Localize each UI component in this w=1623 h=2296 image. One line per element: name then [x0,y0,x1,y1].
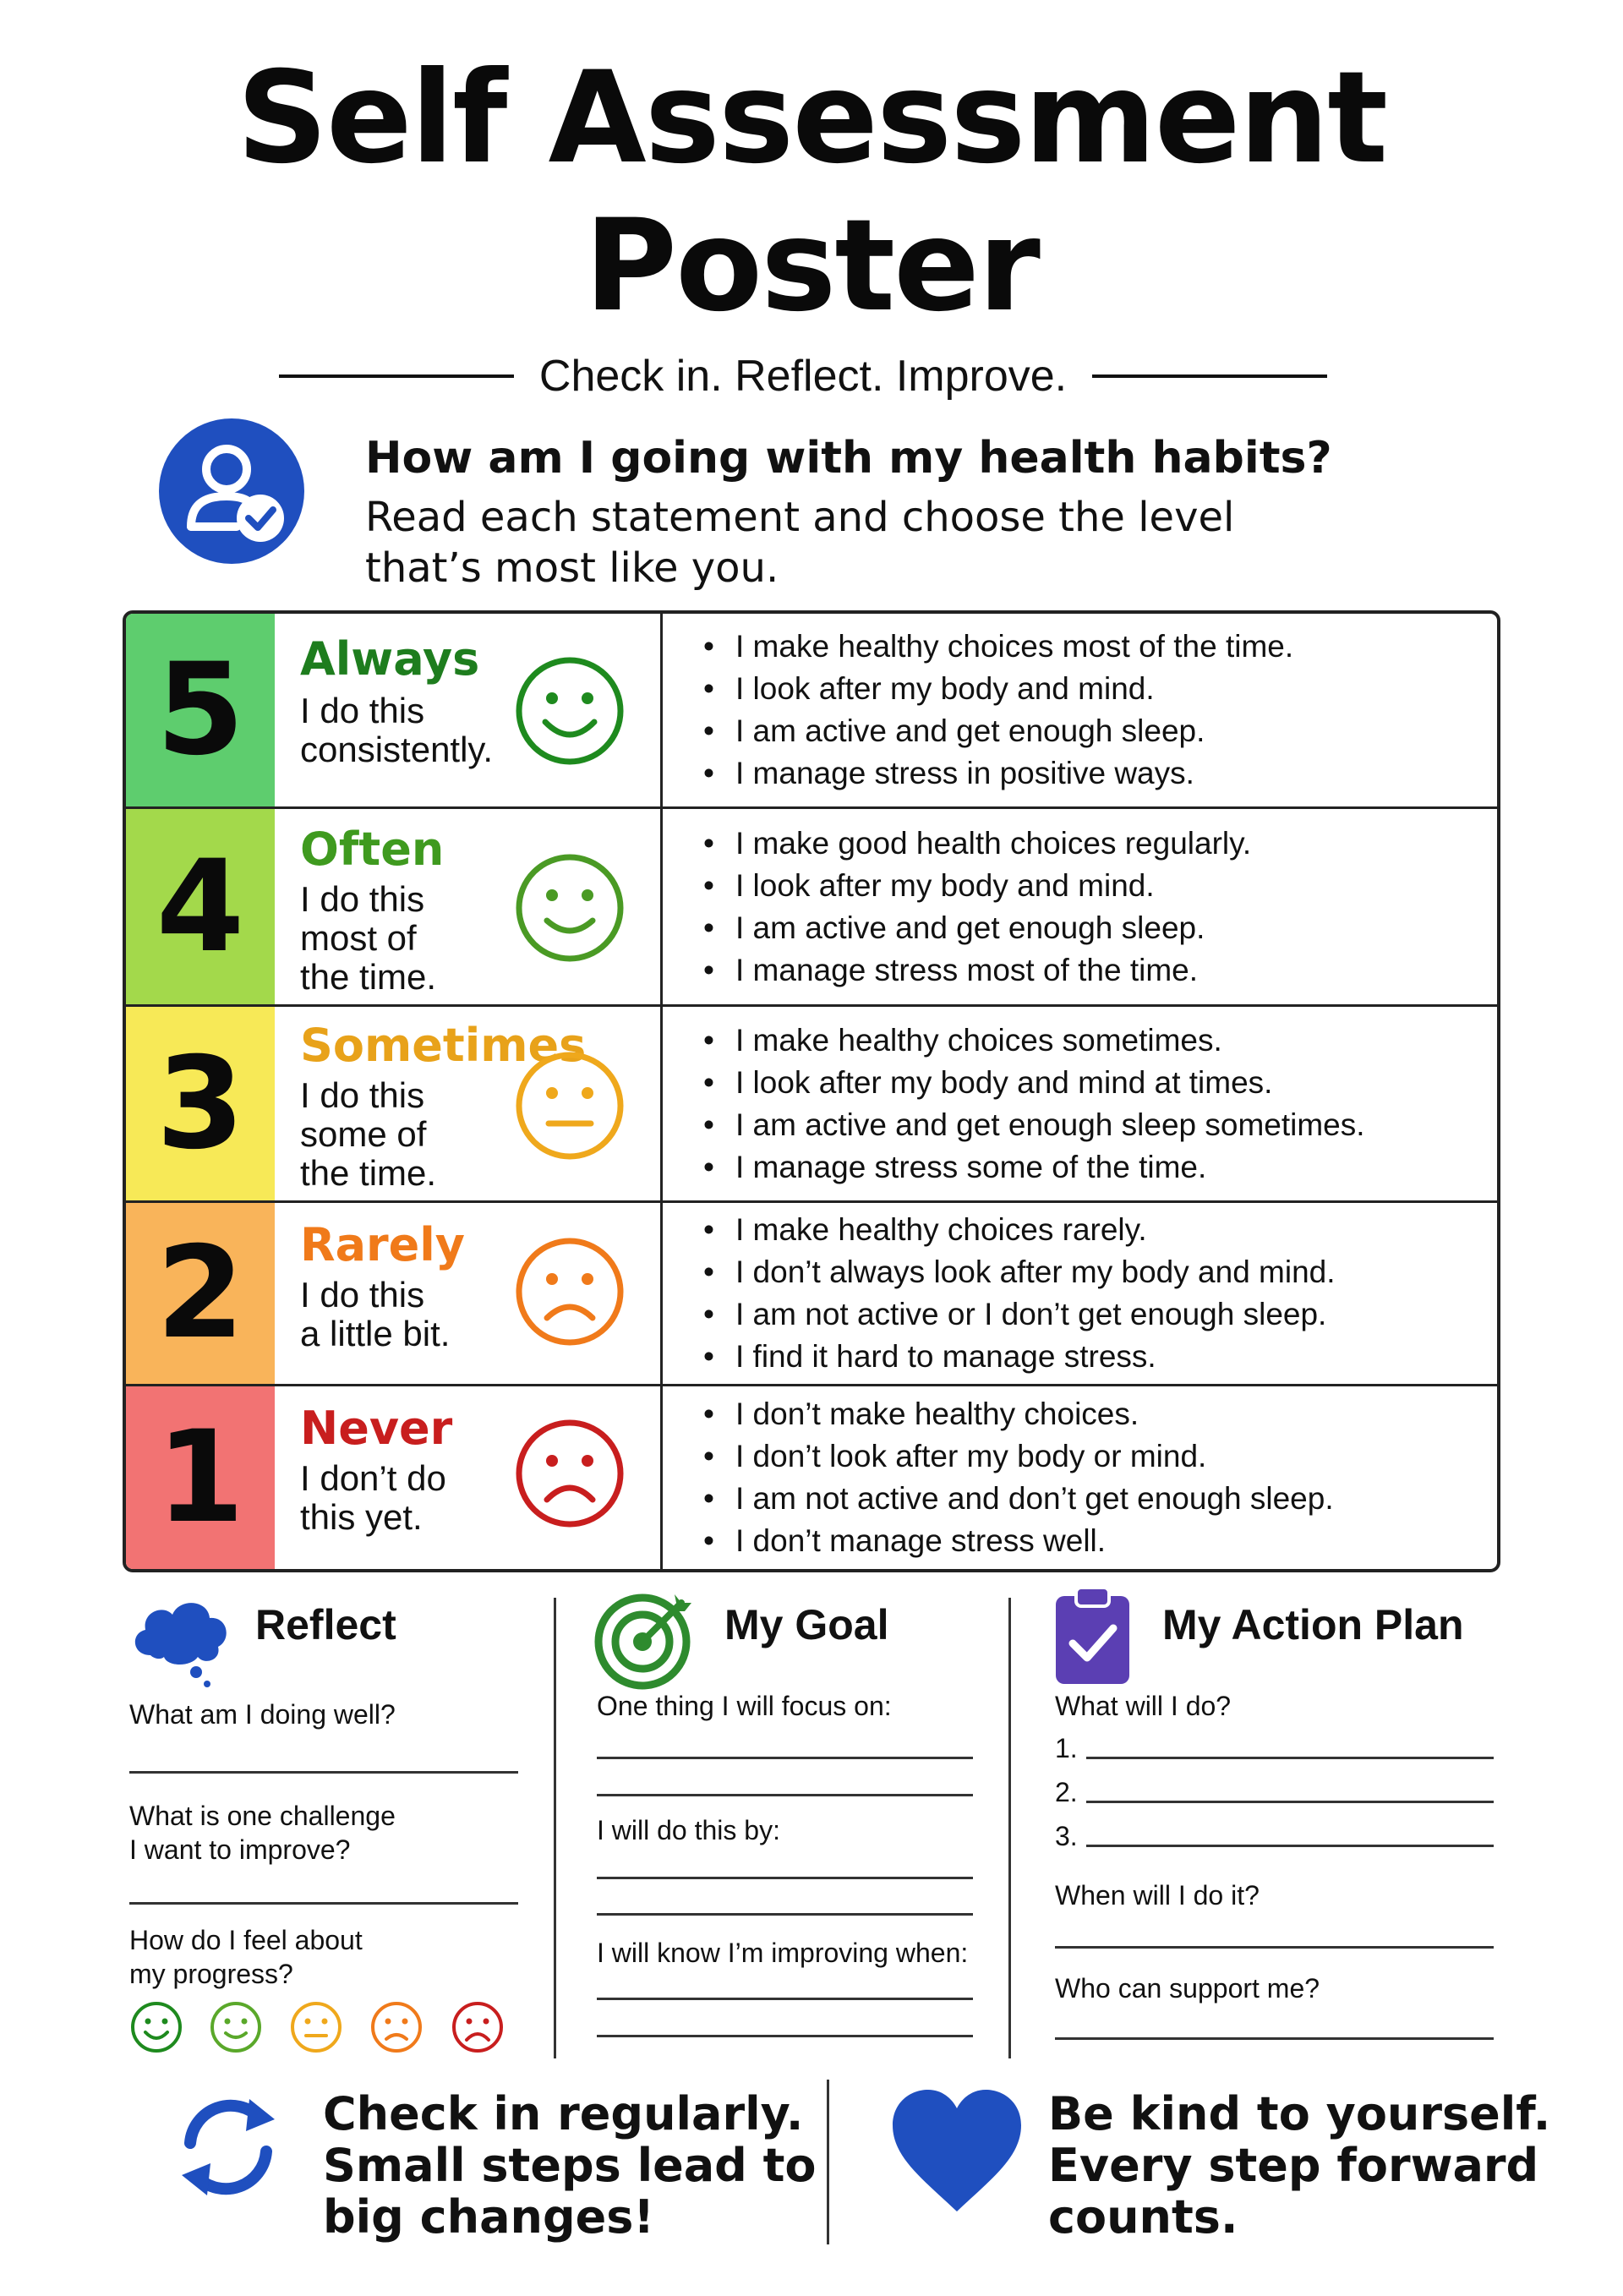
level-description-line: the time. [300,1153,437,1193]
reflect-answer-line-1[interactable] [129,1771,518,1774]
statement: • I look after my body and mind at times. [703,1062,1497,1104]
goal-question-3: I will know I’m improving when: [597,1938,969,1968]
action-item-line-1[interactable] [1086,1757,1494,1759]
level-label-cell [275,809,663,1004]
footer-left-line: Small steps lead to [323,2139,817,2192]
level-statements [665,1007,1497,1200]
reflect-question-2-line: What is one challenge [129,1801,396,1831]
level-description-line: I do this [300,1275,425,1315]
reflect-answer-line-2[interactable] [129,1902,518,1905]
statement: • I don’t make healthy choices. [703,1393,1497,1435]
reflect-question-2 [129,1799,396,1867]
very-sad-face-icon[interactable] [451,2000,505,2054]
statement: • I make good health choices regularly. [703,823,1497,865]
statement: • I look after my body and mind. [703,668,1497,710]
subtitle: Check in. Reflect. Improve. [538,352,1068,401]
level-description-line: most of [300,918,417,958]
reflect-question-2-line: I want to improve? [129,1834,351,1865]
goal-question-2: I will do this by: [597,1815,780,1845]
happy-face-icon [513,851,626,965]
action-question-2: When will I do it? [1055,1880,1260,1911]
level-description-line: I don’t do [300,1458,446,1498]
level-label: Sometimes [300,1019,587,1072]
level-label-cell [275,1007,663,1200]
statement: • I make healthy choices rarely. [703,1209,1497,1251]
action-item-number-1: 1. [1055,1733,1078,1763]
statement: • I don’t always look after my body and mind. [703,1251,1497,1293]
my-goal-title: My Goal [724,1601,889,1648]
goal-answer-line-2b[interactable] [597,1913,973,1916]
level-number: 1 [126,1386,275,1569]
refresh-arrows-icon [165,2084,292,2211]
neutral-face-icon[interactable] [289,2000,343,2054]
level-description-line: I do this [300,879,425,919]
level-label: Never [300,1402,453,1455]
happy-face-icon [513,654,626,768]
action-plan-title: My Action Plan [1162,1601,1464,1648]
level-row-3 [126,1007,1497,1203]
level-label-cell [275,1386,663,1569]
intro-question: How am I going with my health habits? [365,433,1332,484]
level-description [300,1459,520,1537]
level-row-2 [126,1203,1497,1386]
user-check-icon [159,418,304,564]
column-divider [1008,1598,1011,2058]
statement: • I am active and get enough sleep. [703,710,1497,752]
statement: • I don’t manage stress well. [703,1520,1497,1562]
level-description [300,880,520,997]
level-label: Rarely [300,1218,465,1271]
statement: • I find it hard to manage stress. [703,1336,1497,1378]
reflect-question-1: What am I doing well? [129,1699,396,1730]
level-row-5 [126,614,1497,809]
target-icon [593,1586,699,1692]
level-description-line: some of [300,1114,427,1154]
reflect-question-3-line: my progress? [129,1959,293,1989]
statement: • I am not active or I don’t get enough sleep. [703,1293,1497,1336]
goal-question-1: One thing I will focus on: [597,1691,892,1721]
reflect-question-3 [129,1923,363,1991]
level-label-cell [275,614,663,806]
very-happy-face-icon[interactable] [129,2000,183,2054]
level-description-line: the time. [300,957,437,997]
action-item-number-2: 2. [1055,1777,1078,1807]
level-description-line: I do this [300,1075,425,1115]
statement: • I don’t look after my body or mind. [703,1435,1497,1478]
sad-face-icon[interactable] [369,2000,424,2054]
goal-answer-line-1b[interactable] [597,1794,973,1796]
neutral-face-icon [513,1049,626,1162]
goal-answer-line-3a[interactable] [597,1998,973,2000]
goal-answer-line-2a[interactable] [597,1877,973,1879]
subtitle-rule-right [1092,374,1327,378]
action-question-1: What will I do? [1055,1691,1232,1721]
footer-left-message [323,2088,817,2243]
page-title-line-1: Self Assessment [236,45,1387,192]
footer-right-message [1048,2088,1550,2243]
action-item-line-2[interactable] [1086,1801,1494,1803]
action-question-3: Who can support me? [1055,1973,1320,2004]
level-description-line: a little bit. [300,1314,451,1353]
happy-face-icon[interactable] [209,2000,263,2054]
footer-divider [827,2080,829,2244]
level-statements [665,614,1497,806]
action-answer-line-3[interactable] [1055,2037,1494,2040]
rating-scale-table [123,610,1500,1572]
level-row-1 [126,1386,1497,1569]
footer-left-line: Check in regularly. [323,2087,804,2140]
level-label-cell [275,1203,663,1384]
statement: • I manage stress some of the time. [703,1146,1497,1189]
statement: • I manage stress in positive ways. [703,752,1497,795]
footer-right-line: Every step forward [1048,2139,1539,2192]
footer-right-line: Be kind to yourself. [1048,2087,1551,2140]
level-description-line: I do this [300,691,425,730]
sad-face-icon [513,1417,626,1530]
reflect-question-3-line: How do I feel about [129,1925,363,1955]
level-row-4 [126,809,1497,1007]
statement: • I am not active and don’t get enough sleep. [703,1478,1497,1520]
level-number: 5 [126,614,275,806]
action-item-line-3[interactable] [1086,1845,1494,1847]
heart-icon [889,2088,1025,2213]
level-description [300,1076,520,1193]
goal-answer-line-1a[interactable] [597,1757,973,1759]
level-description-line: this yet. [300,1497,423,1537]
footer-left-line: big changes! [323,2190,655,2244]
statement: • I make healthy choices most of the time. [703,626,1497,668]
subtitle-row [279,351,1327,402]
level-statements [665,1203,1497,1384]
intro-instruction-line-1: Read each statement and choose the level [365,494,1235,541]
action-answer-line-2[interactable] [1055,1946,1494,1949]
subtitle-rule-left [279,374,514,378]
sad-face-icon [513,1235,626,1348]
statement: • I am active and get enough sleep sometimes. [703,1104,1497,1146]
statement: • I make healthy choices sometimes. [703,1020,1497,1062]
action-item-number-3: 3. [1055,1821,1078,1851]
level-statements [665,1386,1497,1569]
statement: • I look after my body and mind. [703,865,1497,907]
intro-instruction-line-2: that’s most like you. [365,544,779,592]
level-description [300,1276,520,1353]
clipboard-check-icon [1052,1586,1133,1687]
page-title-line-2: Poster [584,193,1039,340]
column-divider [554,1598,556,2058]
level-description-line: consistently. [300,730,493,769]
statement: • I manage stress most of the time. [703,949,1497,992]
reflect-title: Reflect [255,1601,396,1648]
level-statements [665,809,1497,1004]
goal-answer-line-3b[interactable] [597,2035,973,2037]
level-label: Always [300,632,480,686]
statement: • I am active and get enough sleep. [703,907,1497,949]
level-number: 4 [126,809,275,1004]
thought-cloud-icon [127,1589,232,1691]
level-label: Often [300,823,445,876]
level-number: 2 [126,1203,275,1384]
intro-instruction [365,492,1295,593]
footer-right-line: counts. [1048,2190,1238,2244]
level-number: 3 [126,1007,275,1200]
level-description [300,692,520,769]
